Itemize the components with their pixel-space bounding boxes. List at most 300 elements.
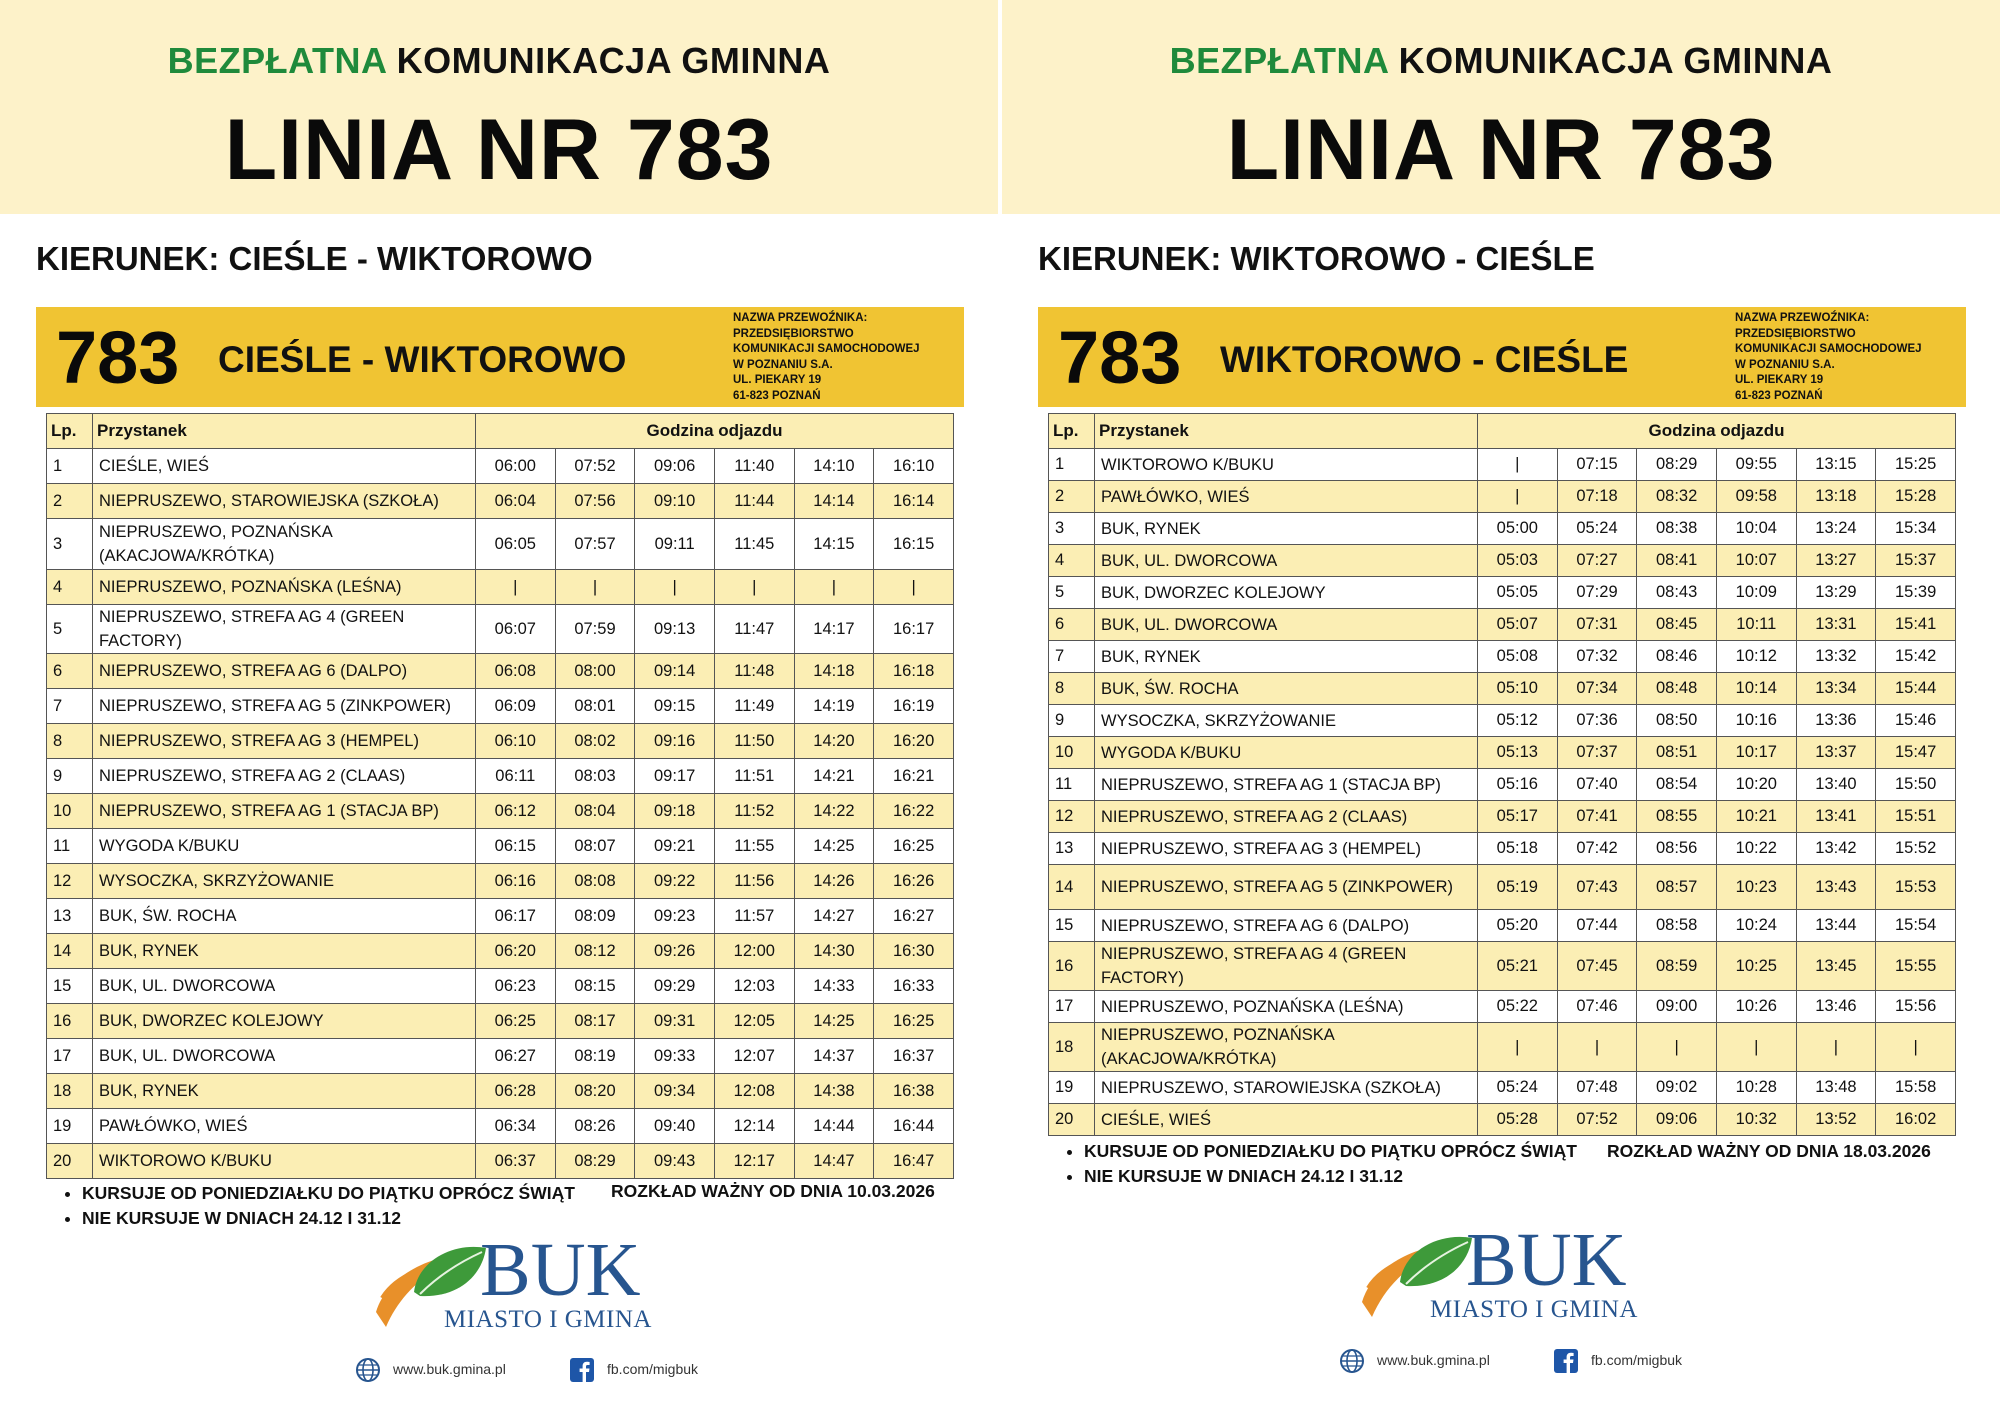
departure-time: 15:53 [1876, 865, 1956, 910]
departure-time: 06:10 [476, 724, 556, 759]
departure-time: 11:48 [714, 654, 794, 689]
departure-time: 15:44 [1876, 673, 1956, 705]
departure-time: 16:19 [874, 689, 954, 724]
departure-time: 07:45 [1557, 942, 1637, 991]
departure-time: 11:51 [714, 759, 794, 794]
departure-time: 09:34 [635, 1074, 715, 1109]
table-row [1049, 449, 1956, 481]
stop-name: BUK, DWORZEC KOLEJOWY [1095, 577, 1478, 609]
departure-time: 15:37 [1876, 545, 1956, 577]
departure-time: 08:12 [555, 934, 635, 969]
departure-time: 08:32 [1637, 481, 1717, 513]
departure-time: 14:26 [794, 864, 874, 899]
departure-time: 06:23 [476, 969, 556, 1004]
departure-time: 13:37 [1796, 737, 1876, 769]
stop-name: BUK, DWORZEC KOLEJOWY [93, 1004, 476, 1039]
departure-time: 11:47 [714, 605, 794, 654]
stop-number: 7 [47, 689, 93, 724]
departure-time: 08:00 [555, 654, 635, 689]
departure-time: 07:34 [1557, 673, 1637, 705]
departure-time: 07:52 [1557, 1104, 1637, 1136]
departure-time: 09:31 [635, 1004, 715, 1039]
departure-time: 13:44 [1796, 910, 1876, 942]
table-row [47, 934, 954, 969]
stop-number: 17 [1049, 991, 1095, 1023]
departure-time: 09:06 [635, 449, 715, 484]
departure-time: 07:48 [1557, 1072, 1637, 1104]
buk-logo [368, 1228, 652, 1342]
departure-time: 07:27 [1557, 545, 1637, 577]
departure-time: 10:26 [1716, 991, 1796, 1023]
stop-number: 3 [47, 519, 93, 570]
table-row [47, 1039, 954, 1074]
stop-name: NIEPRUSZEWO, STREFA AG 5 (ZINKPOWER) [1095, 865, 1478, 910]
departure-time: 12:17 [714, 1144, 794, 1179]
table-row [47, 969, 954, 1004]
departure-time: 07:15 [1557, 449, 1637, 481]
departure-time: 08:58 [1637, 910, 1717, 942]
departure-time: 15:39 [1876, 577, 1956, 609]
timetable-body [1049, 449, 1956, 1136]
departure-time: 10:12 [1716, 641, 1796, 673]
departure-time: 07:44 [1557, 910, 1637, 942]
table-row [47, 899, 954, 934]
departure-time: 12:14 [714, 1109, 794, 1144]
departure-time: 16:25 [874, 829, 954, 864]
stop-number: 11 [47, 829, 93, 864]
stop-number: 10 [47, 794, 93, 829]
departure-time: 07:37 [1557, 737, 1637, 769]
carrier-line: NAZWA PRZEWOŹNIKA: [1735, 312, 1870, 324]
departure-time: 11:57 [714, 899, 794, 934]
departure-time: 12:00 [714, 934, 794, 969]
departure-time: | [1637, 1023, 1717, 1072]
stop-name: WYGODA K/BUKU [93, 829, 476, 864]
departure-time: 14:22 [794, 794, 874, 829]
departure-time: 05:08 [1478, 641, 1558, 673]
table-row [47, 1004, 954, 1039]
departure-time: 13:27 [1796, 545, 1876, 577]
departure-time: | [1876, 1023, 1956, 1072]
departure-time: 16:38 [874, 1074, 954, 1109]
valid-from: ROZKŁAD WAŻNY OD DNIA 18.03.2026 [1607, 1141, 1931, 1161]
departure-time: 15:25 [1876, 449, 1956, 481]
departure-time: 11:44 [714, 484, 794, 519]
departure-time: 08:02 [555, 724, 635, 759]
table-row [47, 1074, 954, 1109]
stop-name: BUK, ŚW. ROCHA [1095, 673, 1478, 705]
table-row [47, 484, 954, 519]
stop-name: NIEPRUSZEWO, STREFA AG 1 (STACJA BP) [1095, 769, 1478, 801]
departure-time: 14:27 [794, 899, 874, 934]
departure-time: 13:18 [1796, 481, 1876, 513]
stop-name: BUK, UL. DWORCOWA [1095, 609, 1478, 641]
departure-time: 10:09 [1716, 577, 1796, 609]
line-number: 783 [56, 316, 180, 399]
departure-time: 08:59 [1637, 942, 1717, 991]
carrier-line: PRZEDSIĘBIORSTWO [733, 327, 854, 340]
line-number: 783 [1058, 316, 1182, 399]
table-row [1049, 991, 1956, 1023]
departure-time: 13:34 [1796, 673, 1876, 705]
departure-time: 16:21 [874, 759, 954, 794]
stop-name: NIEPRUSZEWO, STREFA AG 4 (GREEN FACTORY) [93, 605, 476, 654]
departure-time: 08:54 [1637, 769, 1717, 801]
departure-time: 13:32 [1796, 641, 1876, 673]
line-title: LINIA NR 783 [1226, 102, 1776, 198]
departure-time: 08:07 [555, 829, 635, 864]
stop-number: 6 [1049, 609, 1095, 641]
departure-time: 09:00 [1637, 991, 1717, 1023]
table-row [1049, 1104, 1956, 1136]
facebook-icon [569, 1357, 595, 1386]
direction-heading: KIERUNEK: WIKTOROWO - CIEŚLE [1038, 240, 1595, 277]
departure-time: 14:47 [794, 1144, 874, 1179]
departure-time: 07:52 [555, 449, 635, 484]
departure-time: 09:10 [635, 484, 715, 519]
departure-time: 13:29 [1796, 577, 1876, 609]
departure-time: 05:21 [1478, 942, 1558, 991]
departure-time: 16:37 [874, 1039, 954, 1074]
departure-time: 16:10 [874, 449, 954, 484]
departure-time: 13:15 [1796, 449, 1876, 481]
departure-time: 06:07 [476, 605, 556, 654]
departure-time: 09:11 [635, 519, 715, 570]
stop-number: 1 [1049, 449, 1095, 481]
header-lp: Lp. [1049, 414, 1095, 449]
stop-number: 18 [47, 1074, 93, 1109]
departure-time: 10:23 [1716, 865, 1796, 910]
departure-time: 05:18 [1478, 833, 1558, 865]
departure-time: 10:07 [1716, 545, 1796, 577]
route-band [36, 307, 964, 407]
departure-time: 09:23 [635, 899, 715, 934]
departure-time: 05:03 [1478, 545, 1558, 577]
table-row [1049, 910, 1956, 942]
departure-time: 16:44 [874, 1109, 954, 1144]
table-header-row [1049, 414, 1956, 449]
stop-number: 9 [47, 759, 93, 794]
departure-time: 09:16 [635, 724, 715, 759]
departure-time: 09:02 [1637, 1072, 1717, 1104]
departure-time: 12:03 [714, 969, 794, 1004]
departure-time: 14:14 [794, 484, 874, 519]
table-row [47, 794, 954, 829]
stop-number: 2 [47, 484, 93, 519]
departure-time: 16:47 [874, 1144, 954, 1179]
departure-time: 11:50 [714, 724, 794, 759]
carrier-line: 61-823 POZNAŃ [1735, 389, 1823, 402]
departure-time: 07:31 [1557, 609, 1637, 641]
departure-time: 10:32 [1716, 1104, 1796, 1136]
departure-time: 05:00 [1478, 513, 1558, 545]
departure-time: 13:45 [1796, 942, 1876, 991]
stop-name: CIEŚLE, WIEŚ [1095, 1104, 1478, 1136]
departure-time: 14:44 [794, 1109, 874, 1144]
table-row [1049, 641, 1956, 673]
departure-time: 14:25 [794, 1004, 874, 1039]
stop-name: NIEPRUSZEWO, POZNAŃSKA (LEŚNA) [93, 570, 476, 605]
departure-time: 05:24 [1557, 513, 1637, 545]
stop-name: WYSOCZKA, SKRZYŻOWANIE [1095, 705, 1478, 737]
table-row [1049, 673, 1956, 705]
departure-time: 14:20 [794, 724, 874, 759]
departure-time: 05:05 [1478, 577, 1558, 609]
stop-name: NIEPRUSZEWO, POZNAŃSKA (AKACJOWA/KRÓTKA) [93, 519, 476, 570]
stop-name: NIEPRUSZEWO, STREFA AG 2 (CLAAS) [1095, 801, 1478, 833]
departure-time: 09:55 [1716, 449, 1796, 481]
subtitle-free: BEZPŁATNA [1169, 40, 1389, 81]
buk-logo [1354, 1218, 1638, 1332]
stop-name: NIEPRUSZEWO, STREFA AG 6 (DALPO) [1095, 910, 1478, 942]
website-text: www.buk.gmina.pl [1377, 1352, 1490, 1368]
header-departure-time: Godzina odjazdu [1478, 414, 1956, 449]
departure-time: | [794, 570, 874, 605]
departure-time: 07:57 [555, 519, 635, 570]
stop-number: 8 [47, 724, 93, 759]
stop-name: NIEPRUSZEWO, STREFA AG 2 (CLAAS) [93, 759, 476, 794]
facebook-text: fb.com/migbuk [1591, 1352, 1683, 1368]
departure-time: 16:18 [874, 654, 954, 689]
stop-name: NIEPRUSZEWO, STAROWIEJSKA (SZKOŁA) [93, 484, 476, 519]
timetable-body [47, 449, 954, 1179]
header-banner [1002, 0, 2000, 214]
table-row [47, 570, 954, 605]
stop-number: 14 [1049, 865, 1095, 910]
departure-time: 09:33 [635, 1039, 715, 1074]
table-row [1049, 865, 1956, 910]
departure-time: 10:24 [1716, 910, 1796, 942]
note-holidays: • NIE KURSUJE W DNIACH 24.12 I 31.12 [1084, 1164, 1972, 1189]
departure-time: 13:46 [1796, 991, 1876, 1023]
departure-time: 14:10 [794, 449, 874, 484]
departure-time: 09:18 [635, 794, 715, 829]
stop-number: 16 [1049, 942, 1095, 991]
route-name: CIEŚLE - WIKTOROWO [218, 339, 627, 380]
departure-time: 13:41 [1796, 801, 1876, 833]
departure-time: 06:27 [476, 1039, 556, 1074]
departure-time: | [1796, 1023, 1876, 1072]
stop-name: CIEŚLE, WIEŚ [93, 449, 476, 484]
departure-time: | [476, 570, 556, 605]
departure-time: 13:31 [1796, 609, 1876, 641]
departure-time: 06:17 [476, 899, 556, 934]
table-row [47, 654, 954, 689]
stop-name: BUK, UL. DWORCOWA [93, 1039, 476, 1074]
timetable-panel-left [0, 0, 998, 1414]
table-row [47, 864, 954, 899]
departure-time: 09:14 [635, 654, 715, 689]
departure-time: 15:47 [1876, 737, 1956, 769]
stop-number: 2 [1049, 481, 1095, 513]
departure-time: 11:45 [714, 519, 794, 570]
stop-number: 8 [1049, 673, 1095, 705]
logo-name: BUK [480, 1228, 641, 1312]
departure-time: 06:28 [476, 1074, 556, 1109]
carrier-line: KOMUNIKACJI SAMOCHODOWEJ [1735, 343, 1922, 355]
departure-time: 09:58 [1716, 481, 1796, 513]
carrier-line: 61-823 POZNAŃ [733, 389, 821, 402]
departure-time: 14:33 [794, 969, 874, 1004]
departure-time: | [1478, 449, 1558, 481]
departure-time: 06:00 [476, 449, 556, 484]
departure-time: | [714, 570, 794, 605]
timetable [46, 413, 954, 1179]
stop-name: BUK, RYNEK [1095, 513, 1478, 545]
departure-time: 11:52 [714, 794, 794, 829]
departure-time: 11:56 [714, 864, 794, 899]
table-row [1049, 513, 1956, 545]
departure-time: 08:46 [1637, 641, 1717, 673]
departure-time: 14:38 [794, 1074, 874, 1109]
stop-number: 12 [1049, 801, 1095, 833]
departure-time: 14:17 [794, 605, 874, 654]
departure-time: 07:40 [1557, 769, 1637, 801]
header-stop: Przystanek [93, 414, 476, 449]
route-band [1038, 307, 1966, 407]
departure-time: 05:28 [1478, 1104, 1558, 1136]
table-row [47, 759, 954, 794]
departure-time: 08:19 [555, 1039, 635, 1074]
table-row [1049, 577, 1956, 609]
departure-time: 16:27 [874, 899, 954, 934]
stop-number: 4 [47, 570, 93, 605]
table-row [47, 829, 954, 864]
table-row [47, 724, 954, 759]
departure-time: 08:01 [555, 689, 635, 724]
carrier-line: W POZNANIU S.A. [733, 358, 833, 371]
departure-time: 05:12 [1478, 705, 1558, 737]
stop-name: BUK, RYNEK [1095, 641, 1478, 673]
departure-time: 06:09 [476, 689, 556, 724]
departure-time: 15:50 [1876, 769, 1956, 801]
website-text: www.buk.gmina.pl [393, 1361, 506, 1377]
carrier-line: PRZEDSIĘBIORSTWO [1735, 327, 1856, 340]
stop-name: NIEPRUSZEWO, STREFA AG 4 (GREEN FACTORY) [1095, 942, 1478, 991]
table-row [1049, 705, 1956, 737]
note-holidays: • NIE KURSUJE W DNIACH 24.12 I 31.12 [82, 1206, 970, 1231]
departure-time: 05:17 [1478, 801, 1558, 833]
stop-number: 15 [47, 969, 93, 1004]
table-header-row [47, 414, 954, 449]
departure-time: 15:41 [1876, 609, 1956, 641]
departure-time: 10:04 [1716, 513, 1796, 545]
stop-name: WIKTOROWO K/BUKU [93, 1144, 476, 1179]
subtitle-free: BEZPŁATNA [167, 40, 387, 81]
stop-number: 4 [1049, 545, 1095, 577]
departure-time: 15:54 [1876, 910, 1956, 942]
departure-time: 07:36 [1557, 705, 1637, 737]
stop-name: NIEPRUSZEWO, STREFA AG 3 (HEMPEL) [93, 724, 476, 759]
note-weekdays: • KURSUJE OD PONIEDZIAŁKU DO PIĄTKU OPRÓCZ ŚWIĄT [82, 1181, 970, 1206]
departure-time: 16:15 [874, 519, 954, 570]
table-row [47, 519, 954, 570]
departure-time: 07:42 [1557, 833, 1637, 865]
departure-time: 08:41 [1637, 545, 1717, 577]
departure-time: 06:37 [476, 1144, 556, 1179]
carrier-line: UL. PIEKARY 19 [1735, 374, 1824, 386]
departure-time: 05:13 [1478, 737, 1558, 769]
departure-time: 16:26 [874, 864, 954, 899]
departure-time: 12:07 [714, 1039, 794, 1074]
stop-number: 7 [1049, 641, 1095, 673]
header-lp: Lp. [47, 414, 93, 449]
departure-time: 08:56 [1637, 833, 1717, 865]
stop-number: 16 [47, 1004, 93, 1039]
carrier-line: NAZWA PRZEWOŹNIKA: [733, 312, 868, 324]
departure-time: 09:13 [635, 605, 715, 654]
carrier-line: UL. PIEKARY 19 [733, 374, 822, 386]
carrier-info [733, 311, 920, 404]
stop-number: 14 [47, 934, 93, 969]
departure-time: 08:09 [555, 899, 635, 934]
departure-time: 06:34 [476, 1109, 556, 1144]
departure-time: 08:20 [555, 1074, 635, 1109]
logo-subtitle: MIASTO I GMINA [444, 1306, 652, 1333]
stop-number: 1 [47, 449, 93, 484]
facebook-text: fb.com/migbuk [607, 1361, 699, 1377]
stop-name: BUK, RYNEK [93, 1074, 476, 1109]
departure-time: 15:42 [1876, 641, 1956, 673]
departure-time: 10:25 [1716, 942, 1796, 991]
table-row [47, 1144, 954, 1179]
departure-time: 15:28 [1876, 481, 1956, 513]
departure-time: 09:15 [635, 689, 715, 724]
carrier-line: W POZNANIU S.A. [1735, 358, 1835, 371]
departure-time: 06:04 [476, 484, 556, 519]
departure-time: 08:29 [555, 1144, 635, 1179]
departure-time: 13:43 [1796, 865, 1876, 910]
departure-time: | [1478, 1023, 1558, 1072]
stop-name: PAWŁÓWKO, WIEŚ [1095, 481, 1478, 513]
departure-time: 07:56 [555, 484, 635, 519]
stop-number: 18 [1049, 1023, 1095, 1072]
departure-time: 08:57 [1637, 865, 1717, 910]
departure-time: 15:55 [1876, 942, 1956, 991]
header-departure-time: Godzina odjazdu [476, 414, 954, 449]
header-banner [0, 0, 998, 214]
departure-time: 14:25 [794, 829, 874, 864]
valid-from: ROZKŁAD WAŻNY OD DNIA 10.03.2026 [611, 1181, 935, 1201]
departure-time: 11:40 [714, 449, 794, 484]
departure-time: 15:51 [1876, 801, 1956, 833]
departure-time: 15:56 [1876, 991, 1956, 1023]
departure-time: 14:15 [794, 519, 874, 570]
departure-time: 10:28 [1716, 1072, 1796, 1104]
stop-number: 19 [1049, 1072, 1095, 1104]
header-subtitle [1002, 40, 2000, 82]
table-row [47, 449, 954, 484]
departure-time: 06:15 [476, 829, 556, 864]
departure-time: 05:19 [1478, 865, 1558, 910]
stop-name: BUK, UL. DWORCOWA [93, 969, 476, 1004]
departure-time: | [874, 570, 954, 605]
table-row [47, 605, 954, 654]
departure-time: 12:08 [714, 1074, 794, 1109]
departure-time: 10:14 [1716, 673, 1796, 705]
departure-time: 09:06 [1637, 1104, 1717, 1136]
route-name: WIKTOROWO - CIEŚLE [1220, 339, 1629, 380]
table-row [1049, 769, 1956, 801]
departure-time: 16:17 [874, 605, 954, 654]
globe-icon [1339, 1348, 1365, 1377]
table-row [1049, 737, 1956, 769]
stop-number: 11 [1049, 769, 1095, 801]
departure-time: 14:21 [794, 759, 874, 794]
header-stop: Przystanek [1095, 414, 1478, 449]
departure-time: 07:43 [1557, 865, 1637, 910]
departure-time: 09:22 [635, 864, 715, 899]
